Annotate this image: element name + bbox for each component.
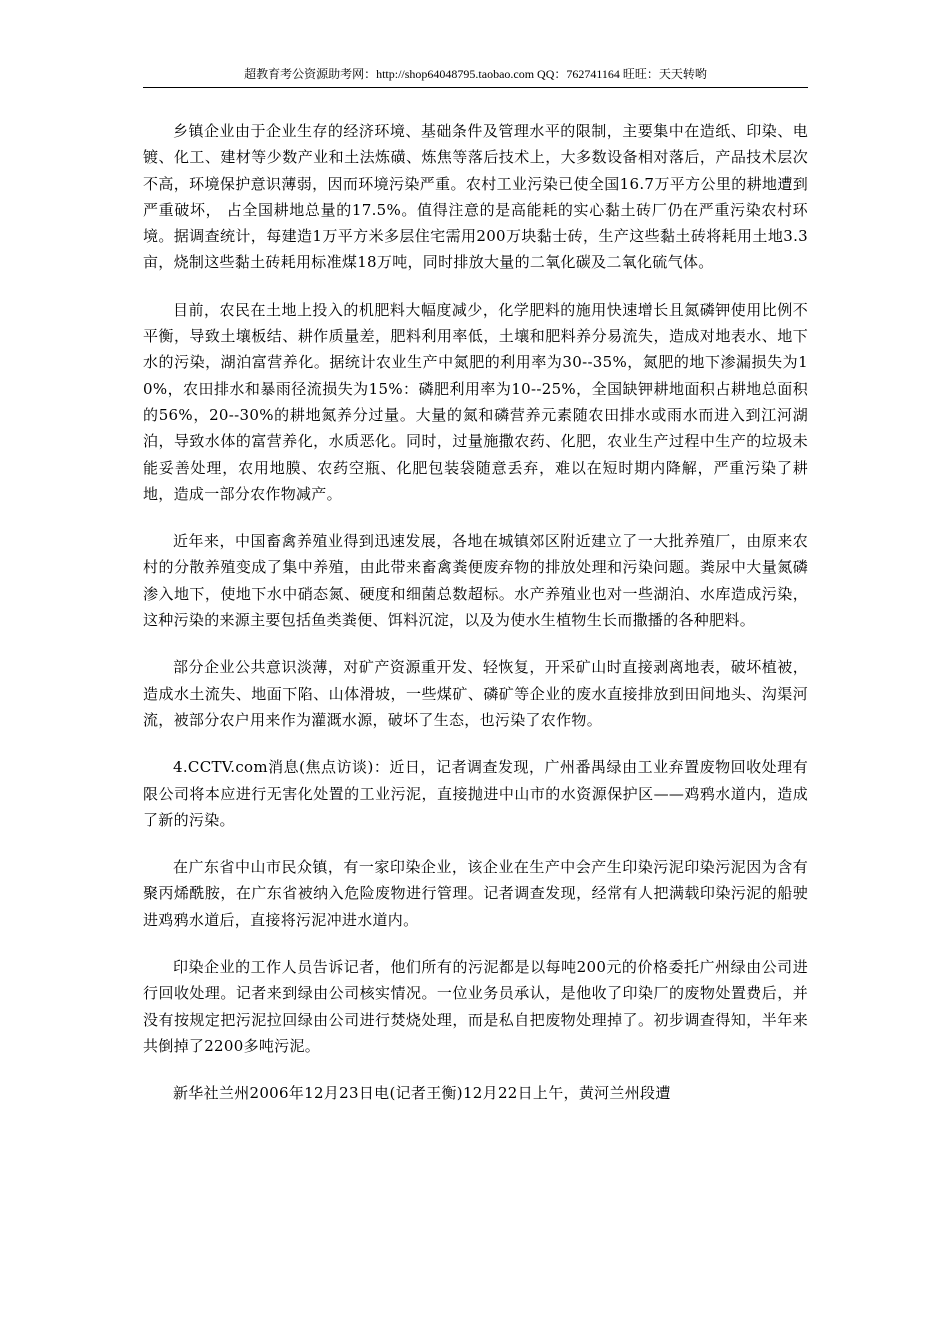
paragraph-livestock-pollution: 近年来，中国畜禽养殖业得到迅速发展，各地在城镇郊区附近建立了一大批养殖厂，由原来农村的分散养殖变成了集中养殖，由此带来畜禽粪便废弃物的排放处理和污染问题。粪尿中大量氮磷渗入地下，使地下水中硝态氮、硬度和细菌总数超标。水产养殖业也对一些湖泊、水库造成污染，这种污染的来源主要包括鱼类粪便、饵料沉淀，以及为使水生植物生长而撒播的各种肥料。	[143, 532, 808, 630]
paragraph-mining-pollution: 部分企业公共意识淡薄，对矿产资源重开发、轻恢复，开采矿山时直接剥离地表，破坏植被，造成水土流失、地面下陷、山体滑坡，一些煤矿、磷矿等企业的废水直接排放到田间地头、沟渠河流，被部分农户用来作为灌溉水源，破坏了生态，也污染了农作物。	[143, 658, 808, 729]
document-body	[143, 118, 808, 1128]
paragraph-zhongshan-dyeing: 在广东省中山市民众镇，有一家印染企业，该企业在生产中会产生印染污泥印染污泥因为含有聚丙烯酰胺，在广东省被纳入危险废物进行管理。记者调查发现，经常有人把满载印染污泥的船驶进鸡鸦水道后，直接将污泥冲进水道内。	[143, 858, 808, 929]
header-rule	[143, 87, 808, 88]
paragraph-sludge-disposal: 印染企业的工作人员告诉记者，他们所有的污泥都是以每吨200元的价格委托广州绿由公司进行回收处理。记者来到绿由公司核实情况。一位业务员承认，是他收了印染厂的废物处置费后，并没有按规定把污泥拉回绿由公司进行焚烧处理，而是私自把废物处理掉了。初步调查得知，半年来共倒掉了2200多吨污泥。	[143, 958, 808, 1055]
paragraph-township-enterprise-pollution: 乡镇企业由于企业生存的经济环境、基础条件及管理水平的限制，主要集中在造纸、印染、电镀、化工、建材等少数产业和土法炼磺、炼焦等落后技术上，大多数设备相对落后，产品技术层次不高，环境保护意识薄弱，因而环境污染严重。农村工业污染已使全国16.7万平方公里的耕地遭到严重破坏， 占全国耕地总量的17.5%。值得注意的是高能耗的实心黏土砖厂仍在严重污染农村环境。据调查统计，每建造1万平方米多层住宅需用200万块黏士砖，生产这些黏土砖将耗用土地3.3亩，烧制这些黏土砖耗用标准煤18万吨，同时排放大量的二氧化碳及二氧化硫气体。	[143, 122, 808, 272]
paragraph-xinhua-lanzhou: 新华社兰州2006年12月23日电(记者王衡)12月22日上午，黄河兰州段遭	[173, 1084, 671, 1103]
paragraph-cctv-report: 4.CCTV.com消息(焦点访谈)：近日，记者调查发现，广州番禺绿由工业弃置废物回收处理有限公司将本应进行无害化处置的工业污泥，直接抛进中山市的水资源保护区——鸡鸦水道内，造成了新的污染。	[143, 758, 808, 829]
paragraph-fertilizer-pollution: 目前，农民在土地上投入的机肥料大幅度减少，化学肥料的施用快速增长且氮磷钾使用比例不平衡，导致土壤板结、耕作质量差，肥料利用率低，土壤和肥料养分易流失，造成对地表水、地下水的污染，湖泊富营养化。据统计农业生产中氮肥的利用率为30--35%，氮肥的地下渗漏损失为10%，农田排水和暴雨径流损失为15%：磷肥利用率为10--25%，全国缺钾耕地面积占耕地总面积的56%，20--30%的耕地氮养分过量。大量的氮和磷营养元素随农田排水或雨水而进入到江河湖泊，导致水体的富营养化，水质恶化。同时，过量施撒农药、化肥，农业生产过程中生产的垃圾未能妥善处理，农用地膜、农药空瓶、化肥包装袋随意丢弃，难以在短时期内降解，严重污染了耕地，造成一部分农作物减产。	[143, 300, 808, 503]
page-header: 超教育考公资源助考网：http://shop64048795.taobao.com QQ：762741164 旺旺：天天转哟	[244, 67, 707, 81]
